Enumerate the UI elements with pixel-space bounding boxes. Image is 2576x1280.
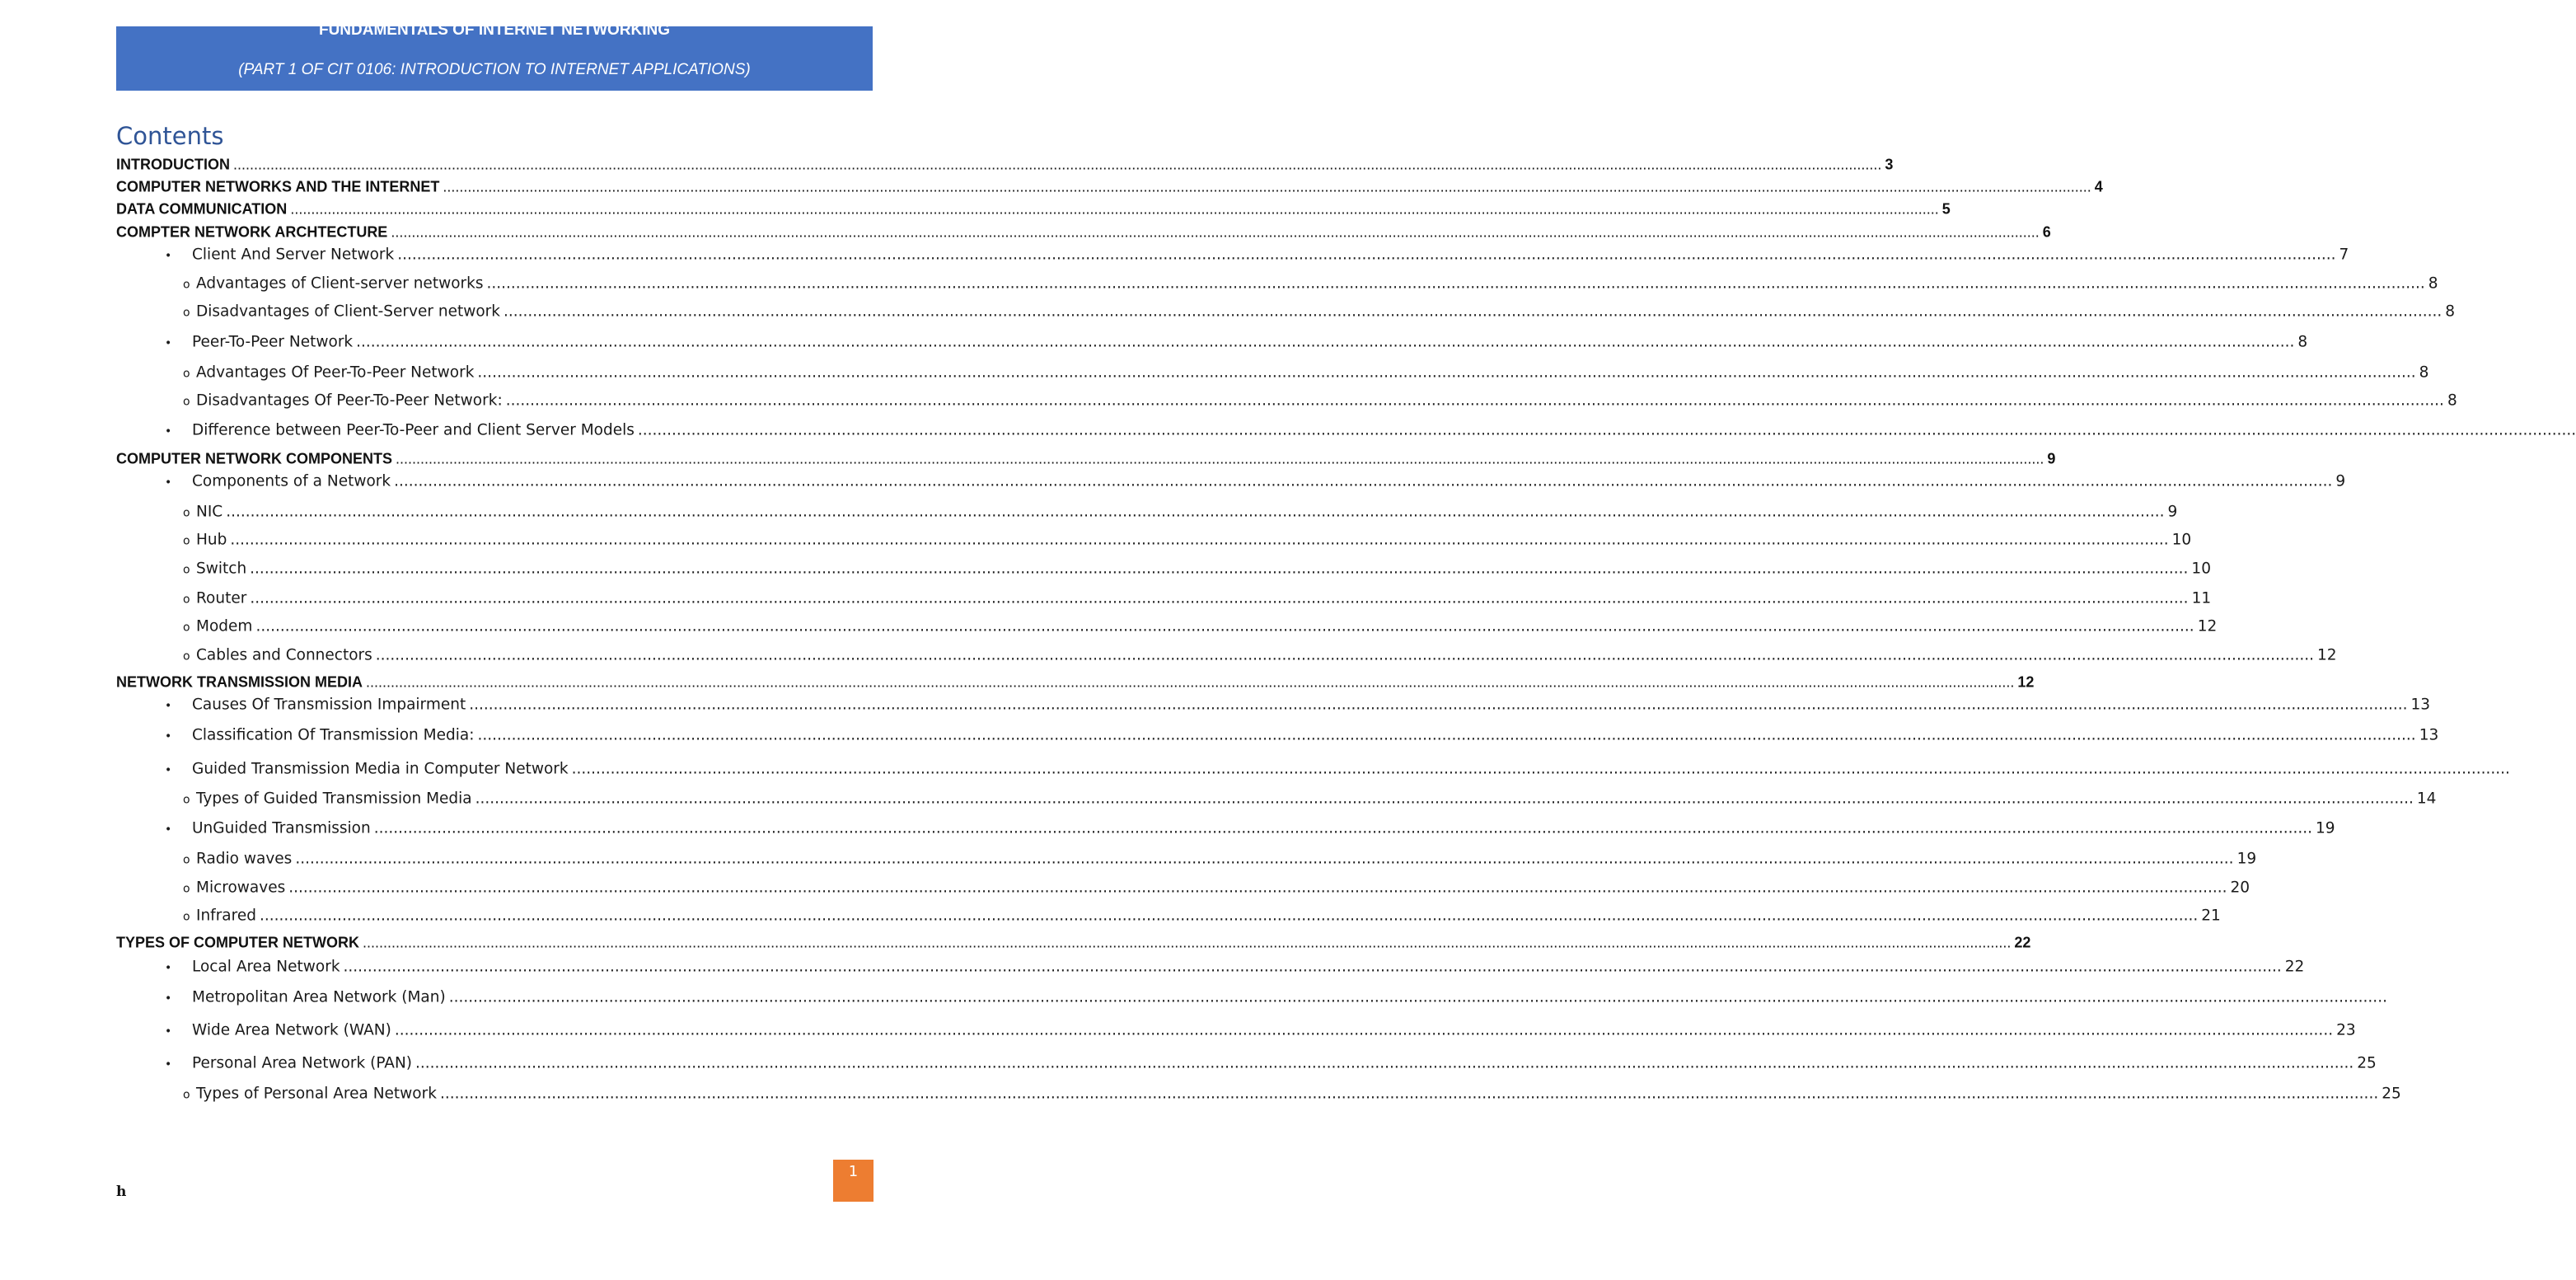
sub-bullet-icon: o xyxy=(183,793,190,807)
toc-entry-page-number: 19 xyxy=(2315,819,2335,837)
toc-entry-page-number: 25 xyxy=(2357,1054,2377,1072)
toc-entry-label: Radio waves xyxy=(196,850,293,868)
toc-entry[interactable] xyxy=(165,696,2431,714)
toc-entry[interactable] xyxy=(165,988,2387,1006)
toc-entry-page-number: 12 xyxy=(2017,673,2035,691)
toc-entry-page-number: 23 xyxy=(2336,1021,2356,1039)
toc-entry-page-number: 9 xyxy=(2335,472,2346,490)
toc-entry-label: Infrared xyxy=(196,907,256,925)
toc-entry-label: Types of Guided Transmission Media xyxy=(196,790,472,808)
toc-entry[interactable] xyxy=(116,200,1951,218)
bullet-icon: • xyxy=(165,1024,172,1039)
sub-bullet-icon: o xyxy=(183,882,190,896)
toc-entry-label: Microwaves xyxy=(196,879,286,897)
sub-bullet-icon: o xyxy=(183,278,190,292)
toc-entry[interactable] xyxy=(165,421,2576,439)
page-number-badge: 1 xyxy=(833,1160,873,1202)
document-title: FUNDAMENTALS OF INTERNET NETWORKING xyxy=(318,21,671,39)
dot-leader: ................................................................................................................................................................................................................................................................................................................................................................................................................ xyxy=(230,531,2169,549)
bullet-icon: • xyxy=(165,823,172,837)
toc-entry-label: Disadvantages Of Peer-To-Peer Network: xyxy=(196,392,503,410)
toc-entry[interactable] xyxy=(183,879,2250,897)
toc-entry-page-number: 4 xyxy=(2094,178,2103,195)
toc-entry-label: Switch xyxy=(196,560,247,578)
toc-entry-label: COMPTER NETWORK ARCHTECTURE xyxy=(116,223,388,241)
toc-entry-label: Local Area Network xyxy=(192,958,340,976)
toc-entry[interactable] xyxy=(165,1054,2377,1072)
dot-leader: ................................................................................................................................................................................................................................................................................................................................................................................................................ xyxy=(288,879,2227,897)
dot-leader: ................................................................................................................................................................................................................................................................................................................................................................................................................ xyxy=(356,333,2295,351)
toc-entry-label: Advantages of Client-server networks xyxy=(196,274,484,293)
toc-entry-label: Hub xyxy=(196,531,227,549)
toc-entry-label: UnGuided Transmission xyxy=(192,819,371,837)
bullet-icon: • xyxy=(165,699,172,713)
toc-entry[interactable] xyxy=(183,363,2429,382)
toc-entry-page-number: 12 xyxy=(2197,617,2218,635)
toc-entry-page-number: 10 xyxy=(2191,560,2211,578)
dot-leader: ................................................................................................................................................................................................................................................................................................................................................................................................................ xyxy=(375,646,2315,664)
toc-entry-page-number: 9 xyxy=(2167,503,2178,521)
dot-leader: ................................................................................................................................................................................................................................................................................................................................................................................................................ xyxy=(259,907,2199,925)
toc-entry[interactable] xyxy=(116,450,2056,468)
toc-entry-label: Cables and Connectors xyxy=(196,646,372,664)
dot-leader: ................................................................................................................................................................................................................................................................................................................................................................................................................ xyxy=(439,1085,2379,1103)
dot-leader: ................................................................................................................................................................................................................................................................................................................................................................................................................ xyxy=(226,503,2165,521)
toc-entry[interactable] xyxy=(165,819,2335,837)
toc-entry-page-number: 21 xyxy=(2201,907,2221,925)
toc-entry-page-number: 19 xyxy=(2236,850,2257,868)
dot-leader: ................................................................................................................................................................................................................................................................................................................................................................................................................ xyxy=(295,850,2234,868)
toc-entry-label: INTRODUCTION xyxy=(116,156,230,173)
toc-entry-page-number: 10 xyxy=(2171,531,2192,549)
bullet-icon: • xyxy=(165,249,172,263)
toc-entry[interactable] xyxy=(165,726,2439,744)
toc-entry-page-number: 7 xyxy=(2339,246,2349,264)
toc-entry[interactable] xyxy=(116,178,2103,196)
toc-entry-label: DATA COMMUNICATION xyxy=(116,200,288,218)
toc-entry-label: Difference between Peer-To-Peer and Client Server Models xyxy=(192,421,635,439)
contents-heading: Contents xyxy=(116,122,224,150)
toc-entry[interactable] xyxy=(116,156,1894,174)
toc-entry-label: TYPES OF COMPUTER NETWORK xyxy=(116,934,360,951)
toc-entry[interactable] xyxy=(165,1021,2356,1039)
toc-entry-label: Types of Personal Area Network xyxy=(196,1085,437,1103)
dot-leader: ................................................................................................................................................................................................................................................................................................................................................................................................................ xyxy=(486,274,2425,293)
toc-entry-page-number: 12 xyxy=(2317,646,2337,664)
bullet-icon: • xyxy=(165,476,172,490)
toc-entry[interactable] xyxy=(183,560,2211,578)
dot-leader: ................................................................................................................................................................................................................................................................................................................................................................................................................ xyxy=(391,223,2040,241)
sub-bullet-icon: o xyxy=(183,853,190,867)
toc-entry-label: COMPUTER NETWORKS AND THE INTERNET xyxy=(116,178,440,195)
dot-leader: ................................................................................................................................................................................................................................................................................................................................................................................................................ xyxy=(443,178,2091,195)
toc-entry[interactable] xyxy=(183,850,2257,868)
toc-entry[interactable] xyxy=(183,589,2212,607)
toc-entry-page-number: 8 xyxy=(2428,274,2438,293)
sub-bullet-icon: o xyxy=(183,534,190,548)
sub-bullet-icon: o xyxy=(183,306,190,320)
toc-entry-page-number: 13 xyxy=(2410,696,2431,714)
toc-entry-page-number: 14 xyxy=(2416,790,2437,808)
dot-leader: ................................................................................................................................................................................................................................................................................................................................................................................................................ xyxy=(448,988,2387,1006)
bullet-icon: • xyxy=(165,336,172,350)
toc-entry[interactable] xyxy=(116,223,2051,241)
toc-entry-label: Guided Transmission Media in Computer Network xyxy=(192,760,569,778)
dot-leader: ................................................................................................................................................................................................................................................................................................................................................................................................................ xyxy=(233,156,1882,173)
sub-bullet-icon: o xyxy=(183,593,190,607)
dot-leader: ................................................................................................................................................................................................................................................................................................................................................................................................................ xyxy=(415,1054,2354,1072)
sub-bullet-icon: o xyxy=(183,649,190,663)
sub-bullet-icon: o xyxy=(183,563,190,577)
bullet-icon: • xyxy=(165,961,172,975)
toc-entry[interactable] xyxy=(183,907,2221,925)
dot-leader: ................................................................................................................................................................................................................................................................................................................................................................................................................ xyxy=(477,726,2416,744)
dot-leader: ................................................................................................................................................................................................................................................................................................................................................................................................................ xyxy=(475,790,2414,808)
toc-entry-page-number: 20 xyxy=(2230,879,2250,897)
dot-leader: ................................................................................................................................................................................................................................................................................................................................................................................................................ xyxy=(250,589,2189,607)
toc-entry-page-number: 25 xyxy=(2382,1085,2401,1103)
toc-entry-page-number: 3 xyxy=(1885,156,1894,173)
footer-mark: h xyxy=(116,1184,127,1200)
toc-entry-page-number: 8 xyxy=(2445,302,2456,321)
toc-entry[interactable] xyxy=(183,503,2178,521)
toc-entry[interactable] xyxy=(183,302,2456,321)
toc-entry-label: COMPUTER NETWORK COMPONENTS xyxy=(116,450,392,467)
bullet-icon: • xyxy=(165,1057,172,1071)
dot-leader: ................................................................................................................................................................................................................................................................................................................................................................................................................ xyxy=(571,760,2510,778)
sub-bullet-icon: o xyxy=(183,395,190,409)
toc-entry[interactable] xyxy=(183,790,2437,808)
dot-leader: ................................................................................................................................................................................................................................................................................................................................................................................................................ xyxy=(255,617,2194,635)
toc-entry-label: Causes Of Transmission Impairment xyxy=(192,696,466,714)
toc-entry[interactable] xyxy=(116,934,2031,952)
toc-entry[interactable] xyxy=(183,531,2192,549)
toc-entry-label: Disadvantages of Client-Server network xyxy=(196,302,500,321)
sub-bullet-icon: o xyxy=(183,1088,190,1102)
dot-leader: ................................................................................................................................................................................................................................................................................................................................................................................................................ xyxy=(477,363,2416,382)
toc-entry-page-number: 22 xyxy=(2284,958,2305,976)
toc-entry-page-number: 6 xyxy=(2042,223,2051,241)
dot-leader: ................................................................................................................................................................................................................................................................................................................................................................................................................ xyxy=(394,1021,2334,1039)
toc-entry[interactable] xyxy=(165,333,2308,351)
dot-leader: ................................................................................................................................................................................................................................................................................................................................................................................................................ xyxy=(343,958,2282,976)
toc-entry-label: NETWORK TRANSMISSION MEDIA xyxy=(116,673,363,691)
toc-entry-label: Metropolitan Area Network (Man) xyxy=(192,988,446,1006)
toc-entry-label: Classification Of Transmission Media: xyxy=(192,726,475,744)
toc-entry-page-number: 8 xyxy=(2419,363,2429,382)
dot-leader: ................................................................................................................................................................................................................................................................................................................................................................................................................ xyxy=(469,696,2408,714)
dot-leader: ................................................................................................................................................................................................................................................................................................................................................................................................................ xyxy=(637,421,2576,439)
toc-entry-label: NIC xyxy=(196,503,223,521)
toc-entry[interactable] xyxy=(165,472,2346,490)
toc-entry[interactable] xyxy=(165,246,2349,264)
document-subtitle: (PART 1 OF CIT 0106: INTRODUCTION TO INTERNET APPLICATIONS) xyxy=(238,61,751,78)
toc-entry-label: Modem xyxy=(196,617,253,635)
toc-entry-label: Personal Area Network (PAN) xyxy=(192,1054,413,1072)
toc-entry-page-number: 5 xyxy=(1941,200,1951,218)
dot-leader: ................................................................................................................................................................................................................................................................................................................................................................................................................ xyxy=(394,472,2333,490)
bullet-icon: • xyxy=(165,763,172,777)
dot-leader: ................................................................................................................................................................................................................................................................................................................................................................................................................ xyxy=(373,819,2312,837)
toc-entry[interactable] xyxy=(183,1085,2401,1103)
dot-leader: ................................................................................................................................................................................................................................................................................................................................................................................................................ xyxy=(503,302,2443,321)
toc-entry-label: Advantages Of Peer-To-Peer Network xyxy=(196,363,475,382)
sub-bullet-icon: o xyxy=(183,367,190,381)
sub-bullet-icon: o xyxy=(183,621,190,635)
toc-entry-label: Client And Server Network xyxy=(192,246,395,264)
dot-leader: ................................................................................................................................................................................................................................................................................................................................................................................................................ xyxy=(397,246,2336,264)
sub-bullet-icon: o xyxy=(183,506,190,520)
toc-entry-page-number: 8 xyxy=(2297,333,2308,351)
toc-entry[interactable] xyxy=(183,646,2337,664)
toc-entry[interactable] xyxy=(165,760,2510,778)
bullet-icon: • xyxy=(165,729,172,743)
dot-leader: ................................................................................................................................................................................................................................................................................................................................................................................................................ xyxy=(290,200,1939,218)
toc-entry-page-number: 11 xyxy=(2191,589,2212,607)
toc-entry-label: Wide Area Network (WAN) xyxy=(192,1021,391,1039)
toc-entry-page-number: 9 xyxy=(2047,450,2056,467)
toc-entry-page-number: 13 xyxy=(2419,726,2439,744)
dot-leader: ................................................................................................................................................................................................................................................................................................................................................................................................................ xyxy=(366,673,2015,691)
toc-entry[interactable] xyxy=(165,958,2305,976)
bullet-icon: • xyxy=(165,424,172,438)
dot-leader: ................................................................................................................................................................................................................................................................................................................................................................................................................ xyxy=(505,392,2444,410)
toc-entry[interactable] xyxy=(183,392,2457,410)
toc-entry[interactable] xyxy=(116,673,2035,692)
dot-leader: ................................................................................................................................................................................................................................................................................................................................................................................................................ xyxy=(396,450,2044,467)
toc-entry-label: Router xyxy=(196,589,247,607)
toc-entry[interactable] xyxy=(183,274,2438,293)
toc-entry-page-number: 22 xyxy=(2014,934,2031,951)
dot-leader: ................................................................................................................................................................................................................................................................................................................................................................................................................ xyxy=(363,934,2012,951)
toc-entry-page-number: 8 xyxy=(2447,392,2457,410)
sub-bullet-icon: o xyxy=(183,910,190,924)
toc-entry[interactable] xyxy=(183,617,2218,635)
toc-entry-label: Components of a Network xyxy=(192,472,391,490)
toc-entry-label: Peer-To-Peer Network xyxy=(192,333,354,351)
bullet-icon: • xyxy=(165,992,172,1006)
dot-leader: ................................................................................................................................................................................................................................................................................................................................................................................................................ xyxy=(250,560,2189,578)
